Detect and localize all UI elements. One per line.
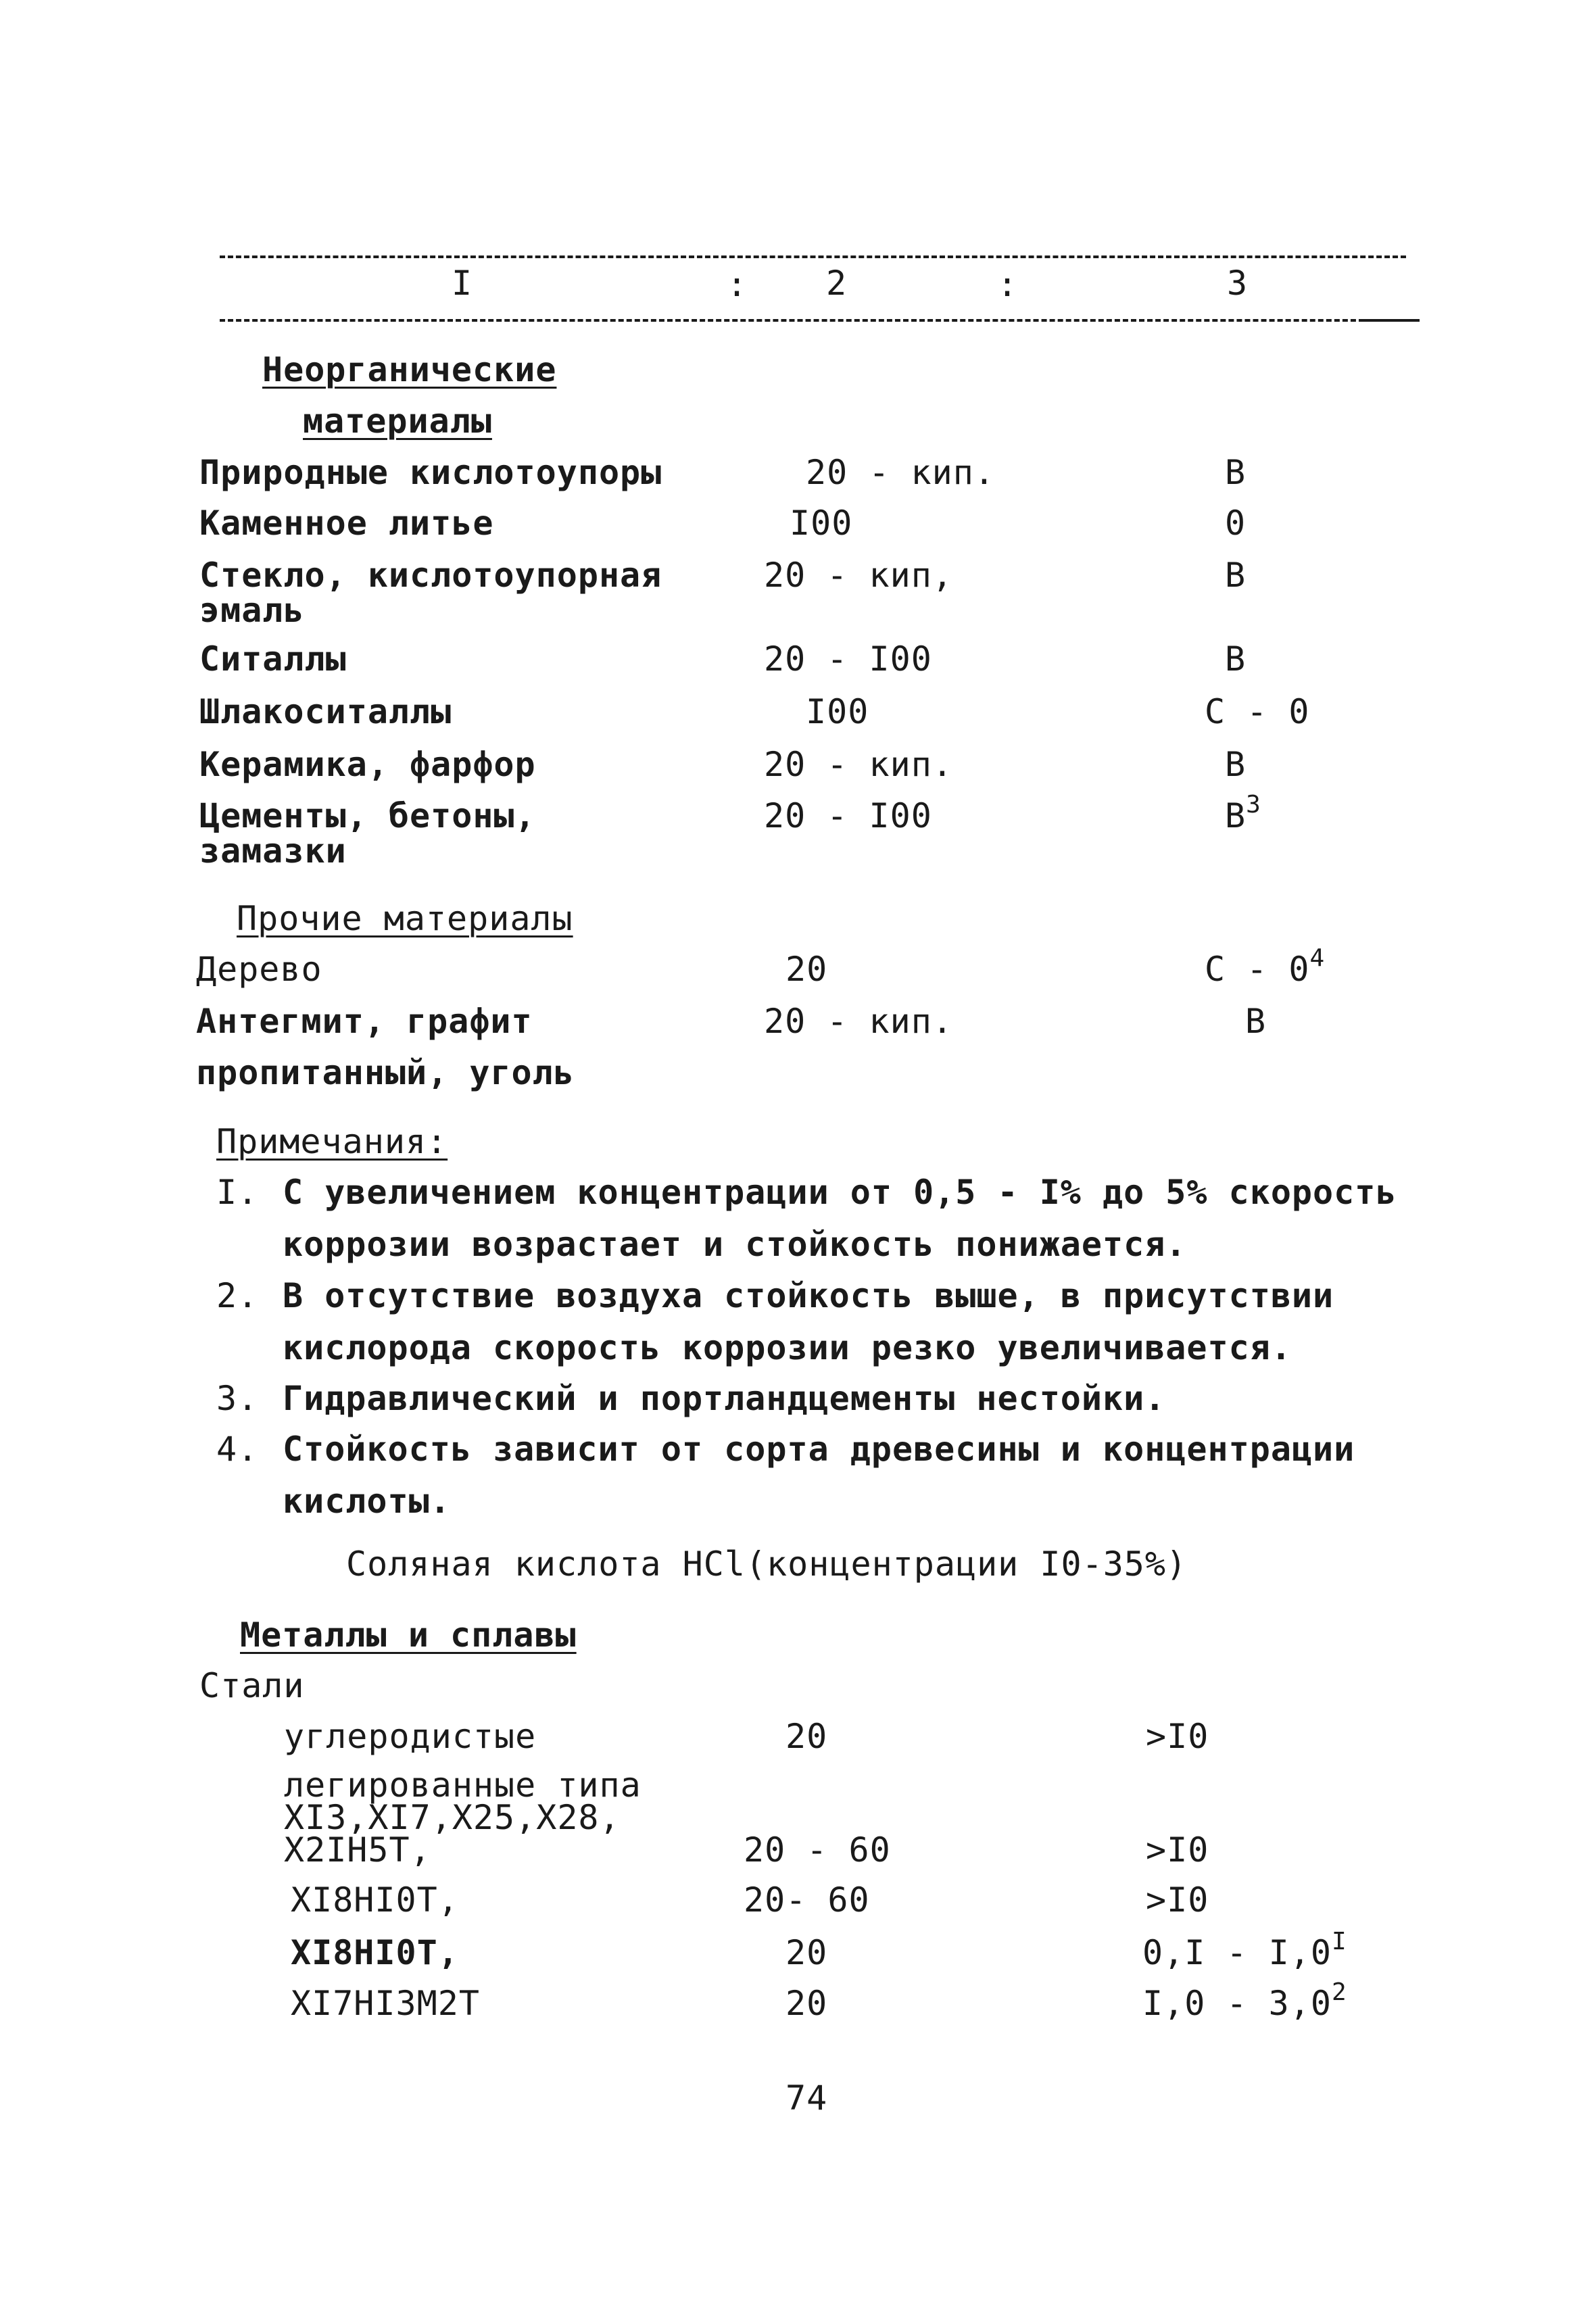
row-temp: 20- 60: [744, 1880, 870, 1920]
note-number: I.: [216, 1173, 259, 1212]
row-name-line3: X2IH5T,: [284, 1830, 431, 1870]
rating-value: С - 0: [1205, 950, 1310, 989]
note-line2: кислоты.: [283, 1482, 451, 1521]
header-col2: 2: [826, 264, 848, 303]
section-title: Соляная кислота HCl(концентрации I0-35%): [346, 1544, 1188, 1584]
row-name-line1: Антегмит, графит: [196, 1002, 533, 1041]
row-name: XI8HI0T,: [291, 1880, 459, 1920]
row-temp: 20 - кип,: [764, 556, 953, 595]
note-line2: коррозии возрастает и стойкость понижается.: [283, 1225, 1187, 1264]
header-col1: I: [452, 264, 473, 303]
header-col3: 3: [1227, 264, 1249, 303]
row-temp: 20 - I00: [764, 639, 932, 679]
other-heading: Прочие материалы: [237, 899, 573, 938]
row-rating: 0: [1225, 504, 1247, 543]
row-name: Керамика, фарфор: [199, 745, 536, 784]
row-name-line2: эмаль: [199, 591, 305, 630]
row-name: XI7HI3M2T: [291, 1984, 480, 2023]
inorganic-heading-line1: Неорганические: [262, 350, 557, 389]
row-rating: В: [1245, 1002, 1267, 1041]
row-temp: 20 - кип.: [806, 453, 995, 492]
note-line1: С увеличением концентрации от 0,5 - I% до 5% скорость: [283, 1173, 1397, 1212]
footnote-ref: 4: [1309, 944, 1326, 972]
row-name-line1: Цементы, бетоны,: [199, 796, 536, 835]
inorganic-heading-line2: материалы: [303, 401, 492, 441]
page-number: 74: [785, 2078, 828, 2118]
row-temp: 20 - кип.: [764, 1002, 953, 1041]
footnote-ref: 2: [1331, 1978, 1347, 2006]
row-temp: 20 - 60: [744, 1830, 891, 1870]
row-rating: В: [1225, 556, 1247, 595]
row-name: Ситаллы: [199, 639, 347, 679]
header-bottom-rule: [220, 319, 1372, 322]
rating-value: В: [1225, 796, 1247, 835]
row-name-line2: замазки: [199, 831, 347, 871]
row-temp: 20: [785, 1984, 828, 2023]
row-temp: I00: [790, 504, 853, 543]
row-temp: 20: [785, 950, 828, 989]
row-rating: [1205, 944, 1326, 989]
header-top-rule: [220, 255, 1406, 258]
row-name: Шлакоситаллы: [199, 692, 452, 731]
footnote-ref: I: [1331, 1928, 1347, 1955]
row-rating: В: [1225, 745, 1247, 784]
row-temp: 20 - I00: [764, 796, 932, 835]
header-bottom-rule-end: [1359, 319, 1420, 322]
row-rating: С - 0: [1205, 692, 1310, 731]
note-line1: Гидравлический и портландцементы нестойки.: [283, 1379, 1166, 1418]
row-rating: В: [1225, 639, 1247, 679]
note-number: 3.: [216, 1379, 259, 1418]
row-rating: [1142, 1978, 1347, 2023]
row-temp: 20: [785, 1717, 828, 1756]
row-name: XI8HI0T,: [291, 1933, 459, 1972]
notes-heading: Примечания:: [216, 1122, 448, 1161]
metals-group: Стали: [199, 1666, 305, 1705]
row-name: Каменное литье: [199, 504, 494, 543]
row-rating: >I0: [1146, 1830, 1209, 1870]
row-rating: >I0: [1146, 1717, 1209, 1756]
note-line2: кислорода скорость коррозии резко увеличивается.: [283, 1328, 1292, 1367]
row-name-line2: пропитанный, уголь: [196, 1053, 575, 1092]
row-temp: I00: [806, 692, 869, 731]
rating-value: 0,I - I,0: [1142, 1933, 1332, 1972]
rating-value: I,0 - 3,0: [1142, 1984, 1332, 2023]
row-rating: [1225, 791, 1261, 835]
footnote-ref: 3: [1246, 791, 1261, 819]
note-line1: В отсутствие воздуха стойкость выше, в присутствии: [283, 1276, 1334, 1315]
note-number: 2.: [216, 1276, 259, 1315]
row-rating: >I0: [1146, 1880, 1209, 1920]
row-name-line2: XI3,XI7,X25,X28,: [284, 1798, 621, 1837]
header-sep2: :: [997, 265, 1019, 304]
note-line1: Стойкость зависит от сорта древесины и концентрации: [283, 1430, 1355, 1469]
row-name: Природные кислотоупоры: [199, 453, 662, 492]
row-name: Дерево: [196, 950, 322, 989]
row-rating: В: [1225, 453, 1247, 492]
row-name: углеродистые: [284, 1717, 537, 1756]
row-name-line1: Стекло, кислотоупорная: [199, 556, 662, 595]
note-number: 4.: [216, 1430, 259, 1469]
row-name-line1: легированные типа: [284, 1765, 642, 1805]
metals-heading: Металлы и сплавы: [240, 1615, 577, 1655]
row-rating: [1142, 1928, 1347, 1972]
row-temp: 20: [785, 1933, 828, 1972]
header-sep1: :: [727, 265, 748, 304]
row-temp: 20 - кип.: [764, 745, 953, 784]
